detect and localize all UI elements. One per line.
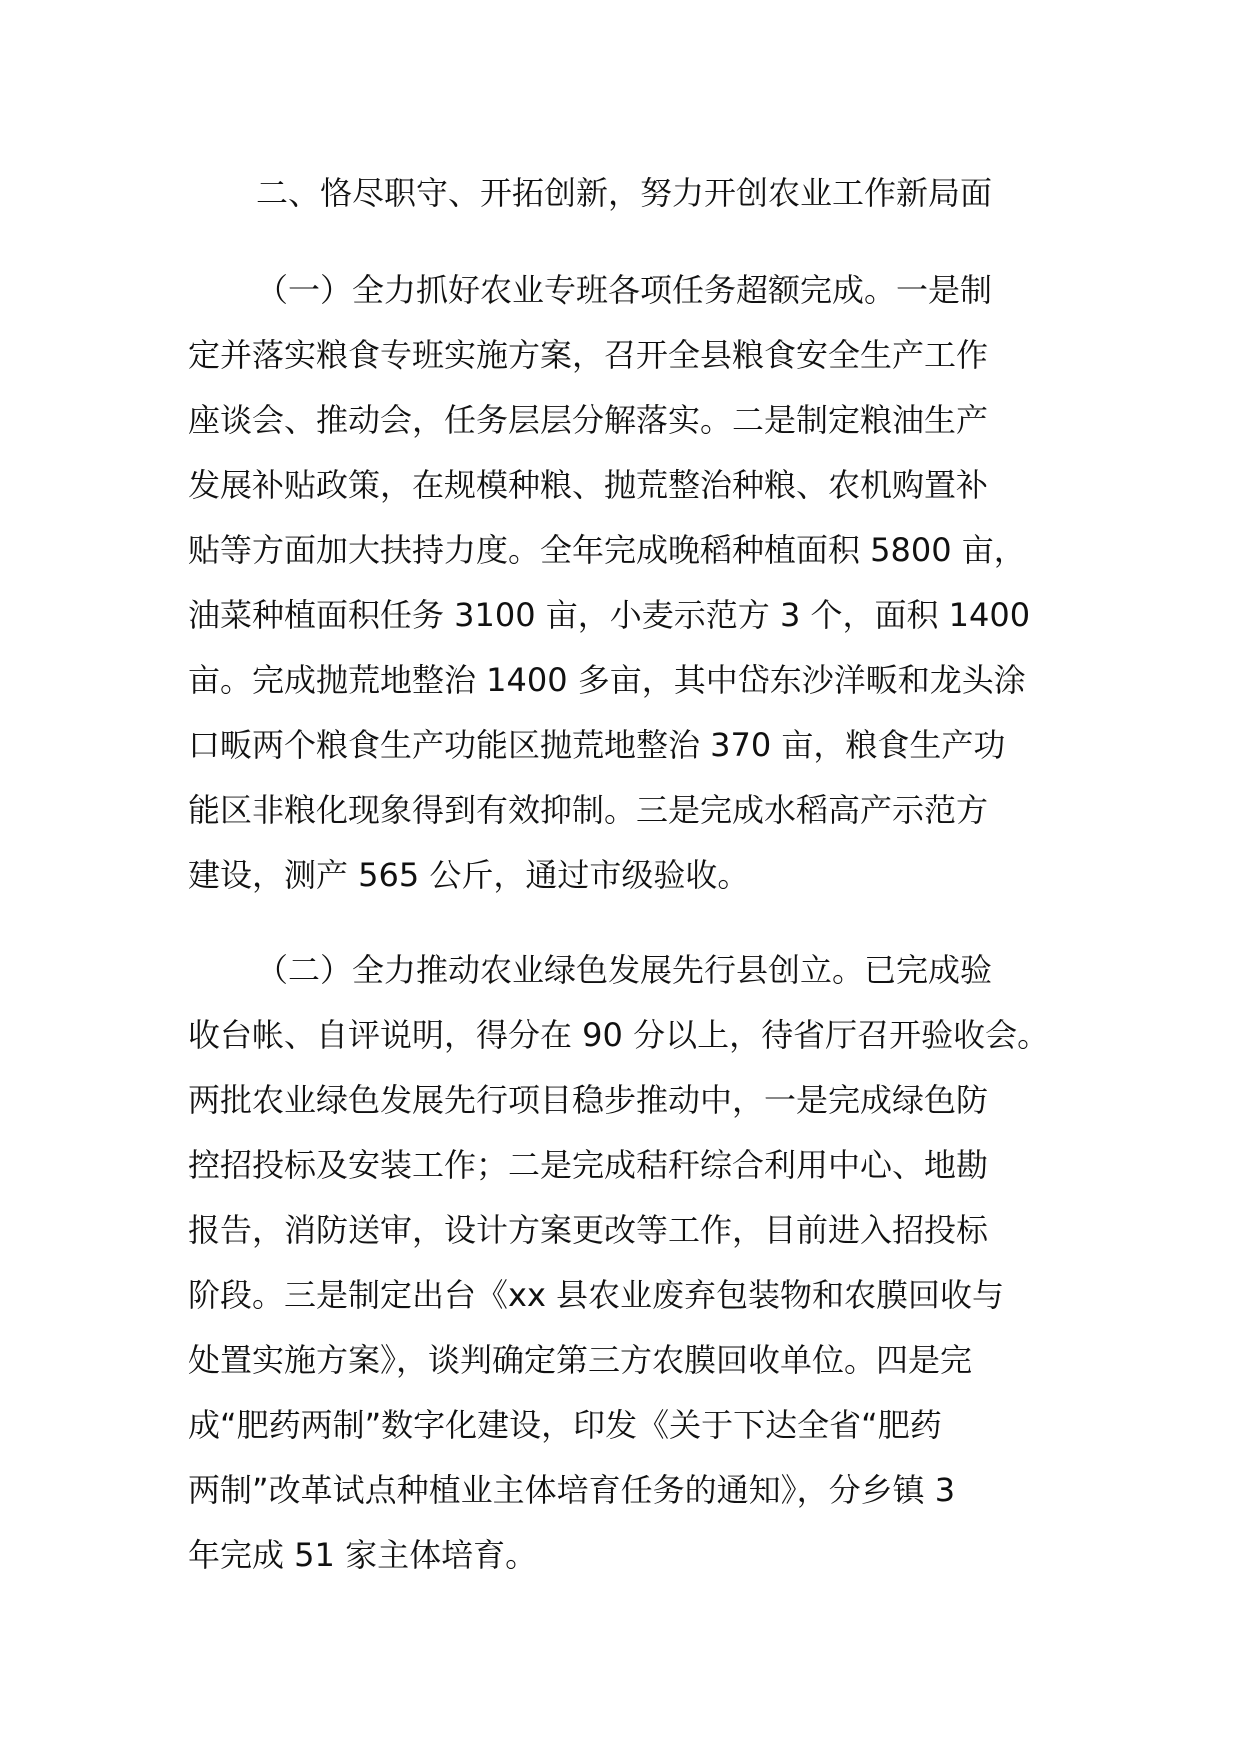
paragraph-line: 能区非粮化现象得到有效抑制。三是完成水稻高产示范方 [188, 791, 989, 829]
paragraph-line: 油菜种植面积任务 3100 亩，小麦示范方 3 个，面积 1400 [188, 596, 1031, 634]
paragraph-line: 成“肥药两制”数字化建设，印发《关于下达全省“肥药 [188, 1406, 942, 1444]
paragraph-line: 报告，消防送审，设计方案更改等工作，目前进入招投标 [188, 1211, 989, 1249]
paragraph-line: （二）全力推动农业绿色发展先行县创立。已完成验 [256, 951, 993, 989]
paragraph-2 [188, 938, 1068, 1588]
paragraph-line: 建设，测产 565 公斤，通过市级验收。 [188, 856, 750, 894]
paragraph-line: 定并落实粮食专班实施方案，召开全县粮食安全生产工作 [188, 336, 989, 374]
paragraph-line: 收台帐、自评说明，得分在 90 分以上，待省厅召开验收会。 [188, 1016, 1050, 1054]
paragraph-1 [188, 258, 1068, 908]
paragraph-line: 年完成 51 家主体培育。 [188, 1536, 538, 1574]
paragraph-line: 处置实施方案》，谈判确定第三方农膜回收单位。四是完 [188, 1341, 973, 1379]
paragraph-line: 口畈两个粮食生产功能区抛荒地整治 370 亩，粮食生产功 [188, 726, 1006, 764]
paragraph-line: 座谈会、推动会，任务层层分解落实。二是制定粮油生产 [188, 401, 989, 439]
paragraph-line: 贴等方面加大扶持力度。全年完成晚稻种植面积 5800 亩， [188, 531, 1026, 569]
paragraph-line: 发展补贴政策，在规模种粮、抛荒整治种粮、农机购置补 [188, 466, 989, 504]
paragraph-line: （一）全力抓好农业专班各项任务超额完成。一是制 [256, 271, 993, 309]
paragraph-line: 两批农业绿色发展先行项目稳步推动中，一是完成绿色防 [188, 1081, 989, 1119]
section-heading: 二、恪尽职守、开拓创新，努力开创农业工作新局面 [256, 174, 993, 212]
paragraph-line: 阶段。三是制定出台《xx 县农业废弃包装物和农膜回收与 [188, 1276, 1005, 1314]
paragraph-line: 两制”改革试点种植业主体培育任务的通知》，分乡镇 3 [188, 1471, 956, 1509]
paragraph-line: 亩。完成抛荒地整治 1400 多亩，其中岱东沙洋畈和龙头涂 [188, 661, 1026, 699]
paragraph-line: 控招投标及安装工作；二是完成秸秆综合利用中心、地勘 [188, 1146, 989, 1184]
